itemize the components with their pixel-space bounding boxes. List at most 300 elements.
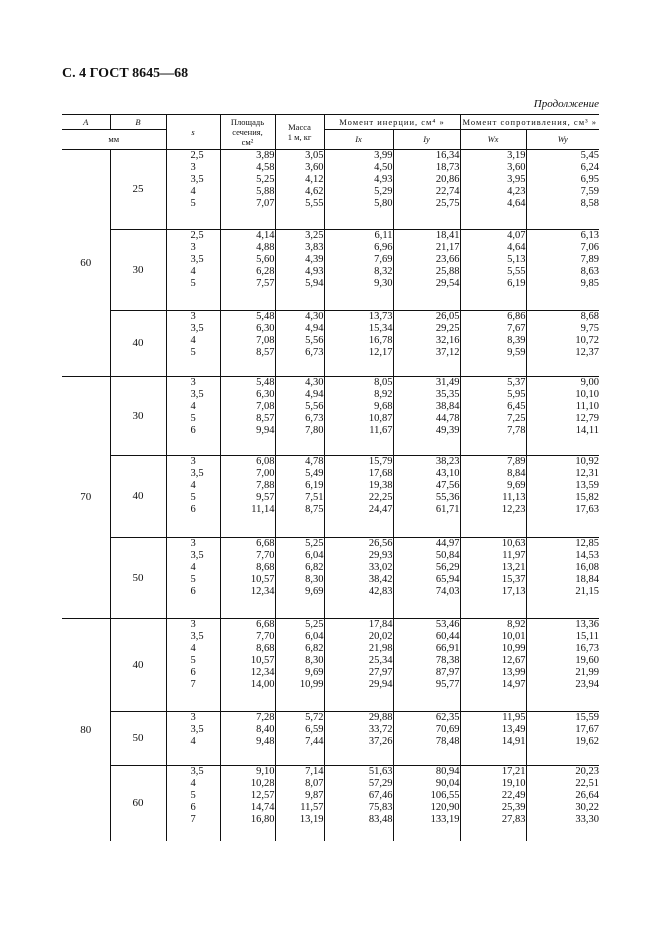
header-mm: мм: [62, 129, 166, 149]
value-mass: 6,82: [305, 642, 324, 654]
value-wx: 14,97: [501, 678, 526, 690]
value-ix: 8,05: [374, 376, 393, 388]
value-area: 8,68: [256, 642, 275, 654]
value-area: 6,68: [256, 537, 275, 549]
value-mass: 5,94: [305, 277, 324, 289]
group-row: [62, 711, 599, 765]
cell-a: 80: [80, 723, 92, 736]
cell-ix: [324, 149, 393, 229]
value-wy: 17,63: [575, 503, 600, 515]
value-s: 7: [190, 813, 196, 825]
cell-ix: [324, 310, 393, 376]
value-wy: 14,53: [575, 549, 600, 561]
header-mass-line2: 1 м, кг: [287, 131, 312, 142]
value-area: 7,00: [256, 467, 275, 479]
value-area: 5,48: [256, 310, 275, 322]
cell-area: [220, 537, 275, 618]
value-wy: 12,79: [575, 412, 600, 424]
value-iy: 65,94: [435, 573, 460, 585]
value-area: 9,57: [256, 491, 275, 503]
value-mass: 6,73: [305, 346, 324, 358]
value-area: 9,48: [256, 735, 275, 747]
value-ix: 29,93: [368, 549, 393, 561]
value-ix: 20,02: [368, 630, 393, 642]
value-mass: 4,12: [305, 173, 324, 185]
value-mass: 8,30: [305, 654, 324, 666]
cell-s: [166, 229, 220, 310]
value-wx: 5,95: [507, 388, 526, 400]
value-area: 16,80: [250, 813, 275, 825]
value-iy: 25,75: [435, 197, 460, 209]
value-mass: 4,94: [305, 322, 324, 334]
value-s: 5: [190, 412, 196, 424]
group-row: [62, 765, 599, 841]
value-area: 6,28: [256, 265, 275, 277]
value-area: 8,40: [256, 723, 275, 735]
value-wx: 10,01: [501, 630, 526, 642]
value-mass: 8,30: [305, 573, 324, 585]
value-wx: 8,39: [507, 334, 526, 346]
cell-s: [166, 310, 220, 376]
cell-area: [220, 149, 275, 229]
cell-mass: [275, 711, 324, 765]
header-area-line3: см²: [241, 136, 254, 147]
cell-iy: [393, 455, 460, 537]
value-s: 6: [190, 801, 196, 813]
cell-area: [220, 711, 275, 765]
cell-b: 25: [110, 149, 166, 229]
value-wy: 22,51: [575, 777, 600, 789]
value-area: 12,57: [250, 789, 275, 801]
value-s: 4: [190, 185, 196, 197]
group-row: [62, 376, 599, 455]
cell-wy: [526, 149, 599, 229]
value-area: 11,14: [251, 503, 275, 515]
value-wy: 18,84: [575, 573, 600, 585]
value-ix: 29,94: [368, 678, 393, 690]
value-wy: 17,67: [575, 723, 600, 735]
cell-a: 60: [62, 149, 110, 376]
value-s: 3: [190, 711, 196, 723]
value-wy: 33,30: [575, 813, 600, 825]
cell-wy: [526, 711, 599, 765]
value-iy: 95,77: [435, 678, 460, 690]
value-area: 7,88: [256, 479, 275, 491]
value-ix: 9,68: [374, 400, 393, 412]
value-wx: 10,99: [501, 642, 526, 654]
cell-mass: [275, 618, 324, 711]
value-s: 5: [190, 491, 196, 503]
value-ix: 33,72: [368, 723, 393, 735]
value-s: 3: [190, 376, 196, 388]
value-mass: 4,78: [305, 455, 324, 467]
value-wx: 13,49: [501, 723, 526, 735]
value-wx: 15,37: [501, 573, 526, 585]
value-wy: 16,73: [575, 642, 600, 654]
group-row: [62, 229, 599, 310]
value-s: 3,5: [190, 388, 204, 400]
value-iy: 43,10: [435, 467, 460, 479]
value-area: 7,08: [256, 334, 275, 346]
cell-s: [166, 618, 220, 711]
value-s: 3,5: [190, 253, 204, 265]
value-wy: 6,95: [580, 173, 600, 185]
value-wy: 15,11: [575, 630, 600, 642]
value-s: 5: [190, 573, 196, 585]
value-area: 3,89: [256, 149, 275, 161]
cell-wx: [460, 376, 526, 455]
value-iy: 38,23: [435, 455, 460, 467]
value-ix: 4,50: [374, 161, 393, 173]
value-mass: 4,39: [305, 253, 324, 265]
cell-b: 40: [110, 618, 166, 711]
value-s: 3: [190, 161, 196, 173]
value-ix: 17,84: [368, 618, 393, 630]
value-area: 10,57: [250, 573, 275, 585]
value-wx: 17,21: [501, 765, 526, 777]
value-area: 6,30: [256, 322, 275, 334]
value-iy: 31,49: [435, 376, 460, 388]
cell-mass: [275, 229, 324, 310]
value-ix: 12,17: [368, 346, 393, 358]
value-s: 4: [190, 400, 196, 412]
value-mass: 4,30: [305, 310, 324, 322]
value-s: 3,5: [190, 549, 204, 561]
value-iy: 32,16: [435, 334, 460, 346]
value-wy: 9,00: [580, 376, 600, 388]
header-resistance: Момент сопротивления, см³ »: [460, 115, 599, 129]
value-wy: 6,13: [580, 229, 600, 241]
cell-b: 60: [110, 765, 166, 841]
value-s: 4: [190, 479, 196, 491]
profile-table: [62, 115, 599, 841]
value-ix: 6,11: [374, 229, 393, 241]
value-iy: 120,90: [430, 801, 460, 813]
value-iy: 90,04: [435, 777, 460, 789]
value-mass: 3,60: [305, 161, 324, 173]
cell-s: [166, 711, 220, 765]
value-iy: 25,88: [435, 265, 460, 277]
header-ix: Ix: [324, 129, 393, 149]
value-wx: 4,64: [507, 241, 526, 253]
value-ix: 11,67: [369, 424, 393, 436]
value-wy: 20,23: [575, 765, 600, 777]
value-iy: 20,86: [435, 173, 460, 185]
value-area: 7,08: [256, 400, 275, 412]
value-wx: 17,13: [501, 585, 526, 597]
value-iy: 16,34: [435, 149, 460, 161]
value-area: 6,68: [256, 618, 275, 630]
value-s: 5: [190, 789, 196, 801]
value-area: 5,60: [256, 253, 275, 265]
value-ix: 4,93: [374, 173, 393, 185]
value-wx: 11,97: [502, 549, 526, 561]
value-wy: 7,59: [580, 185, 600, 197]
value-mass: 7,14: [305, 765, 324, 777]
cell-mass: [275, 310, 324, 376]
cell-wx: [460, 765, 526, 841]
cell-b: 50: [110, 537, 166, 618]
header-mass-line1: Масса: [288, 121, 311, 132]
value-wy: 7,89: [580, 253, 600, 265]
value-s: 6: [190, 585, 196, 597]
header-wy: Wy: [526, 129, 599, 149]
value-ix: 24,47: [368, 503, 393, 515]
value-wx: 7,67: [507, 322, 526, 334]
value-wx: 12,23: [501, 503, 526, 515]
value-s: 2,5: [190, 229, 204, 241]
cell-mass: [275, 765, 324, 841]
value-wy: 16,08: [575, 561, 600, 573]
value-wx: 4,07: [507, 229, 526, 241]
value-wx: 13,99: [501, 666, 526, 678]
value-wx: 13,21: [501, 561, 526, 573]
value-area: 12,34: [250, 585, 275, 597]
value-wx: 3,95: [507, 173, 526, 185]
group-row: [62, 310, 599, 376]
value-area: 4,14: [256, 229, 275, 241]
value-mass: 4,93: [305, 265, 324, 277]
value-iy: 35,35: [435, 388, 460, 400]
cell-area: [220, 765, 275, 841]
value-ix: 15,34: [368, 322, 393, 334]
continuation-label: Продолжение: [533, 98, 599, 110]
value-iy: 37,12: [435, 346, 460, 358]
value-area: 8,68: [256, 561, 275, 573]
value-wx: 5,55: [507, 265, 526, 277]
value-ix: 5,29: [374, 185, 393, 197]
value-iy: 21,17: [435, 241, 460, 253]
value-s: 5: [190, 346, 196, 358]
cell-wx: [460, 537, 526, 618]
value-wx: 14,91: [501, 735, 526, 747]
value-ix: 27,97: [368, 666, 393, 678]
cell-wx: [460, 149, 526, 229]
value-iy: 60,44: [435, 630, 460, 642]
value-mass: 4,62: [305, 185, 324, 197]
cell-area: [220, 376, 275, 455]
value-wx: 4,23: [507, 185, 526, 197]
value-mass: 9,69: [305, 585, 324, 597]
value-s: 3: [190, 537, 196, 549]
cell-wy: [526, 765, 599, 841]
value-s: 3,5: [190, 173, 204, 185]
value-mass: 13,19: [299, 813, 324, 825]
group-row: [62, 618, 599, 711]
value-wx: 6,19: [507, 277, 526, 289]
value-ix: 5,80: [374, 197, 393, 209]
value-ix: 25,34: [368, 654, 393, 666]
value-wx: 10,63: [501, 537, 526, 549]
value-wx: 9,59: [507, 346, 526, 358]
value-s: 3,5: [190, 765, 204, 777]
cell-ix: [324, 229, 393, 310]
value-iy: 56,29: [435, 561, 460, 573]
cell-b: 40: [110, 310, 166, 376]
value-mass: 6,04: [305, 630, 324, 642]
value-mass: 5,56: [305, 400, 324, 412]
value-ix: 26,56: [368, 537, 393, 549]
value-s: 4: [190, 561, 196, 573]
cell-ix: [324, 455, 393, 537]
value-ix: 7,69: [374, 253, 393, 265]
value-wy: 6,24: [580, 161, 600, 173]
value-ix: 21,98: [368, 642, 393, 654]
value-ix: 10,87: [368, 412, 393, 424]
value-ix: 8,32: [374, 265, 393, 277]
value-ix: 9,30: [374, 277, 393, 289]
value-area: 7,07: [256, 197, 275, 209]
value-ix: 16,78: [368, 334, 393, 346]
value-ix: 15,79: [368, 455, 393, 467]
value-ix: 8,92: [374, 388, 393, 400]
value-area: 4,58: [256, 161, 275, 173]
cell-mass: [275, 455, 324, 537]
value-iy: 61,71: [435, 503, 460, 515]
value-wy: 26,64: [575, 789, 600, 801]
value-iy: 18,73: [435, 161, 460, 173]
cell-area: [220, 455, 275, 537]
value-iy: 44,97: [435, 537, 460, 549]
value-mass: 9,87: [305, 789, 324, 801]
value-s: 3,5: [190, 723, 204, 735]
value-ix: 22,25: [368, 491, 393, 503]
value-s: 4: [190, 265, 196, 277]
value-mass: 3,05: [305, 149, 324, 161]
value-iy: 133,19: [430, 813, 460, 825]
value-s: 2,5: [190, 149, 204, 161]
value-mass: 10,99: [299, 678, 324, 690]
value-ix: 6,96: [374, 241, 393, 253]
value-wy: 30,22: [575, 801, 600, 813]
value-wy: 7,06: [580, 241, 600, 253]
value-area: 7,57: [256, 277, 275, 289]
cell-a: 70: [62, 376, 110, 618]
value-ix: 38,42: [368, 573, 393, 585]
value-s: 5: [190, 277, 196, 289]
value-wy: 10,92: [575, 455, 600, 467]
value-iy: 53,46: [435, 618, 460, 630]
value-iy: 44,78: [435, 412, 460, 424]
value-ix: 19,38: [368, 479, 393, 491]
value-area: 8,57: [256, 346, 275, 358]
value-wy: 12,31: [575, 467, 600, 479]
cell-iy: [393, 618, 460, 711]
group-row: [62, 537, 599, 618]
value-ix: 29,88: [368, 711, 393, 723]
value-wy: 11,10: [575, 400, 600, 412]
cell-ix: [324, 618, 393, 711]
cell-iy: [393, 711, 460, 765]
cell-b: 40: [110, 455, 166, 537]
value-wx: 4,64: [507, 197, 526, 209]
cell-wx: [460, 229, 526, 310]
value-iy: 18,41: [435, 229, 460, 241]
header-mass: [275, 115, 324, 149]
value-ix: 3,99: [374, 149, 393, 161]
value-ix: 51,63: [368, 765, 393, 777]
value-wy: 21,15: [575, 585, 600, 597]
value-iy: 23,66: [435, 253, 460, 265]
value-wy: 9,75: [580, 322, 600, 334]
value-iy: 62,35: [435, 711, 460, 723]
header-area-line2: сечения,: [232, 126, 263, 137]
value-mass: 5,72: [305, 711, 324, 723]
value-s: 4: [190, 642, 196, 654]
cell-wy: [526, 310, 599, 376]
cell-iy: [393, 537, 460, 618]
value-wy: 10,72: [575, 334, 600, 346]
value-mass: 4,30: [305, 376, 324, 388]
value-iy: 49,39: [435, 424, 460, 436]
header-inertia: Момент инерции, см⁴ »: [324, 115, 460, 129]
value-ix: 67,46: [368, 789, 393, 801]
value-mass: 6,73: [305, 412, 324, 424]
cell-area: [220, 618, 275, 711]
value-area: 7,28: [256, 711, 275, 723]
value-wy: 15,82: [575, 491, 600, 503]
cell-mass: [275, 149, 324, 229]
header-b: B: [110, 115, 166, 129]
page-title: С. 4 ГОСТ 8645—68: [62, 66, 189, 81]
value-ix: 17,68: [368, 467, 393, 479]
value-wx: 9,69: [507, 479, 526, 491]
value-wy: 19,60: [575, 654, 600, 666]
value-mass: 7,44: [305, 735, 324, 747]
value-wx: 7,89: [507, 455, 526, 467]
value-wx: 8,84: [507, 467, 526, 479]
value-wy: 12,37: [575, 346, 600, 358]
value-wy: 8,58: [580, 197, 600, 209]
value-ix: 33,02: [368, 561, 393, 573]
value-iy: 87,97: [435, 666, 460, 678]
value-mass: 6,04: [305, 549, 324, 561]
value-mass: 8,07: [305, 777, 324, 789]
value-s: 5: [190, 197, 196, 209]
header-area-line1: Площадь: [230, 116, 265, 127]
value-area: 9,94: [256, 424, 275, 436]
value-mass: 7,80: [305, 424, 324, 436]
value-s: 3,5: [190, 322, 204, 334]
value-mass: 6,59: [305, 723, 324, 735]
cell-wy: [526, 455, 599, 537]
value-wy: 19,62: [575, 735, 600, 747]
value-area: 6,08: [256, 455, 275, 467]
value-s: 3,5: [190, 630, 204, 642]
cell-b: 30: [110, 376, 166, 455]
value-iy: 26,05: [435, 310, 460, 322]
value-s: 4: [190, 735, 196, 747]
value-wy: 8,63: [580, 265, 600, 277]
value-iy: 106,55: [430, 789, 460, 801]
value-iy: 29,25: [435, 322, 460, 334]
value-s: 4: [190, 334, 196, 346]
value-iy: 78,48: [435, 735, 460, 747]
value-mass: 3,25: [305, 229, 324, 241]
value-iy: 22,74: [435, 185, 460, 197]
value-area: 8,57: [256, 412, 275, 424]
header-area: [220, 115, 275, 149]
cell-mass: [275, 537, 324, 618]
cell-ix: [324, 537, 393, 618]
value-s: 6: [190, 424, 196, 436]
value-s: 5: [190, 654, 196, 666]
header-s: s: [166, 115, 220, 149]
cell-iy: [393, 229, 460, 310]
value-wx: 22,49: [501, 789, 526, 801]
value-s: 3: [190, 618, 196, 630]
value-s: 6: [190, 666, 196, 678]
